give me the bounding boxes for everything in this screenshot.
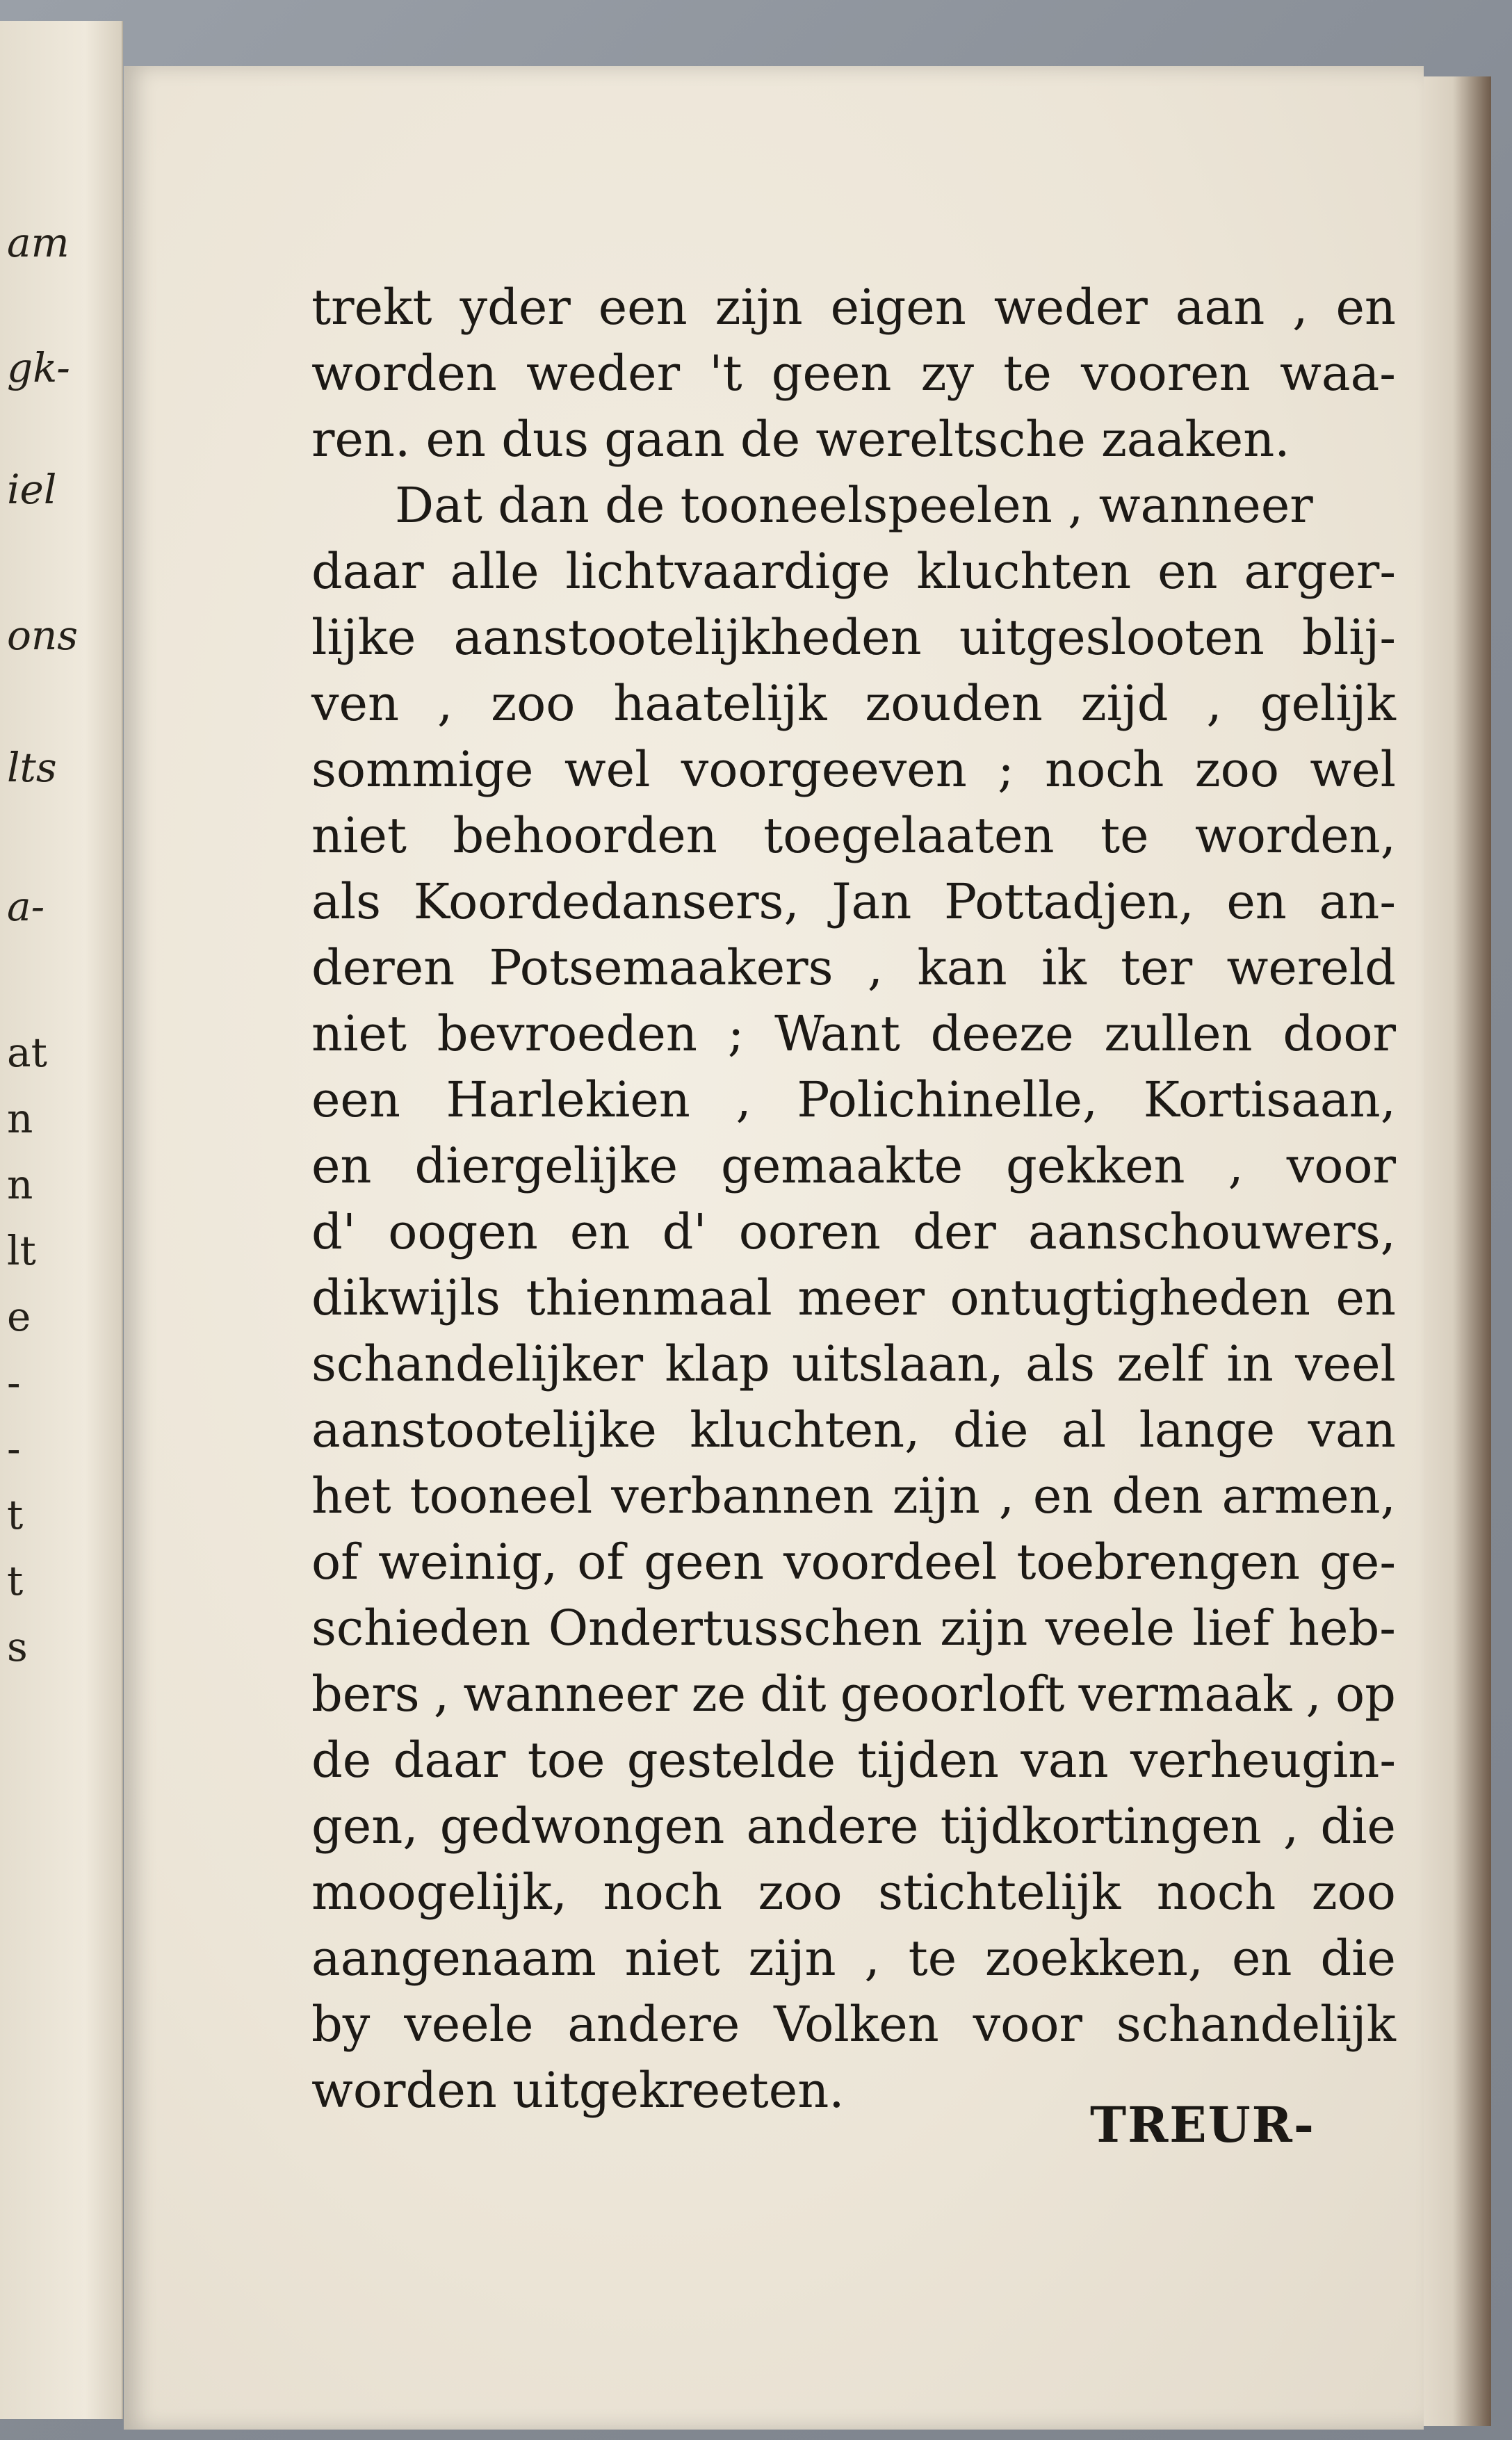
- text-line: bers , wanneer ze dit geoorloft vermaak , op: [311, 1666, 1396, 1723]
- text-line: ren. en dus gaan de wereltsche zaaken.: [311, 411, 1290, 468]
- left-fragment: am: [7, 219, 70, 266]
- text-line: aanstootelijke kluchten, die al lange van: [311, 1401, 1396, 1458]
- left-fragment: lts: [7, 744, 57, 791]
- text-line: deren Potsemaakers , kan ik ter wereld: [311, 939, 1396, 996]
- text-line: als Koordedansers, Jan Pottadjen, en an-: [311, 873, 1396, 930]
- left-fragment: lt: [7, 1227, 36, 1274]
- left-page-edge: [0, 21, 123, 2419]
- left-fragment: a-: [7, 883, 45, 930]
- left-fragment: t: [7, 1557, 24, 1604]
- text-line: by veele andere Volken voor schandelijk: [311, 1996, 1396, 2053]
- text-line: niet bevroeden ; Want deeze zullen door: [311, 1005, 1396, 1062]
- left-fragment: n: [7, 1095, 33, 1142]
- text-line: d' oogen en d' ooren der aanschouwers,: [311, 1203, 1396, 1260]
- left-fragment: ons: [7, 612, 79, 659]
- text-line: dikwijls thienmaal meer ontugtigheden en: [311, 1269, 1396, 1326]
- text-line: aangenaam niet zijn , te zoekken, en die: [311, 1930, 1396, 1987]
- text-line: het tooneel verbannen zijn , en den armen,: [311, 1467, 1396, 1524]
- text-line: of weinig, of geen voordeel toebrengen ge-: [311, 1534, 1396, 1591]
- text-line: en diergelijke gemaakte gekken , voor: [311, 1137, 1396, 1194]
- text-line: gen, gedwongen andere tijdkortingen , die: [311, 1798, 1396, 1855]
- text-line: trekt yder een zijn eigen weder aan , en: [311, 279, 1396, 336]
- text-line: worden uitgekreeten.: [311, 2062, 845, 2119]
- left-fragment: gk-: [7, 344, 70, 391]
- text-line: de daar toe gestelde tijden van verheugin-: [311, 1732, 1396, 1789]
- left-fragment: s: [7, 1623, 28, 1670]
- left-fragment: t: [7, 1491, 24, 1538]
- right-page: [124, 66, 1424, 2430]
- left-fragment: iel: [7, 466, 57, 513]
- text-line: daar alle lichtvaardige kluchten en arger-: [311, 543, 1396, 600]
- left-fragment: -: [7, 1359, 21, 1406]
- paragraph-first-line: Dat dan de tooneelspeelen , wanneer: [395, 477, 1313, 534]
- left-fragment: at: [7, 1029, 47, 1076]
- book-fore-edge: [1415, 76, 1491, 2426]
- text-line: ven , zoo haatelijk zouden zijd , gelijk: [311, 675, 1396, 732]
- text-line: schieden Ondertusschen zijn veele lief heb-: [311, 1600, 1396, 1657]
- body-text: [311, 275, 1396, 2124]
- text-line: worden weder 't geen zy te vooren waa-: [311, 345, 1396, 402]
- left-fragment: -: [7, 1425, 21, 1472]
- text-line: sommige wel voorgeeven ; noch zoo wel: [311, 741, 1396, 798]
- catchword: TREUR-: [1090, 2096, 1315, 2154]
- left-fragment: e: [7, 1293, 31, 1340]
- text-line: moogelijk, noch zoo stichtelijk noch zoo: [311, 1864, 1396, 1921]
- left-fragment: n: [7, 1161, 33, 1208]
- text-line: een Harlekien , Polichinelle, Kortisaan,: [311, 1071, 1396, 1128]
- text-line: lijke aanstootelijkheden uitgeslooten blij-: [311, 609, 1396, 666]
- text-line: schandelijker klap uitslaan, als zelf in veel: [311, 1335, 1396, 1392]
- text-line: niet behoorden toegelaaten te worden,: [311, 807, 1396, 864]
